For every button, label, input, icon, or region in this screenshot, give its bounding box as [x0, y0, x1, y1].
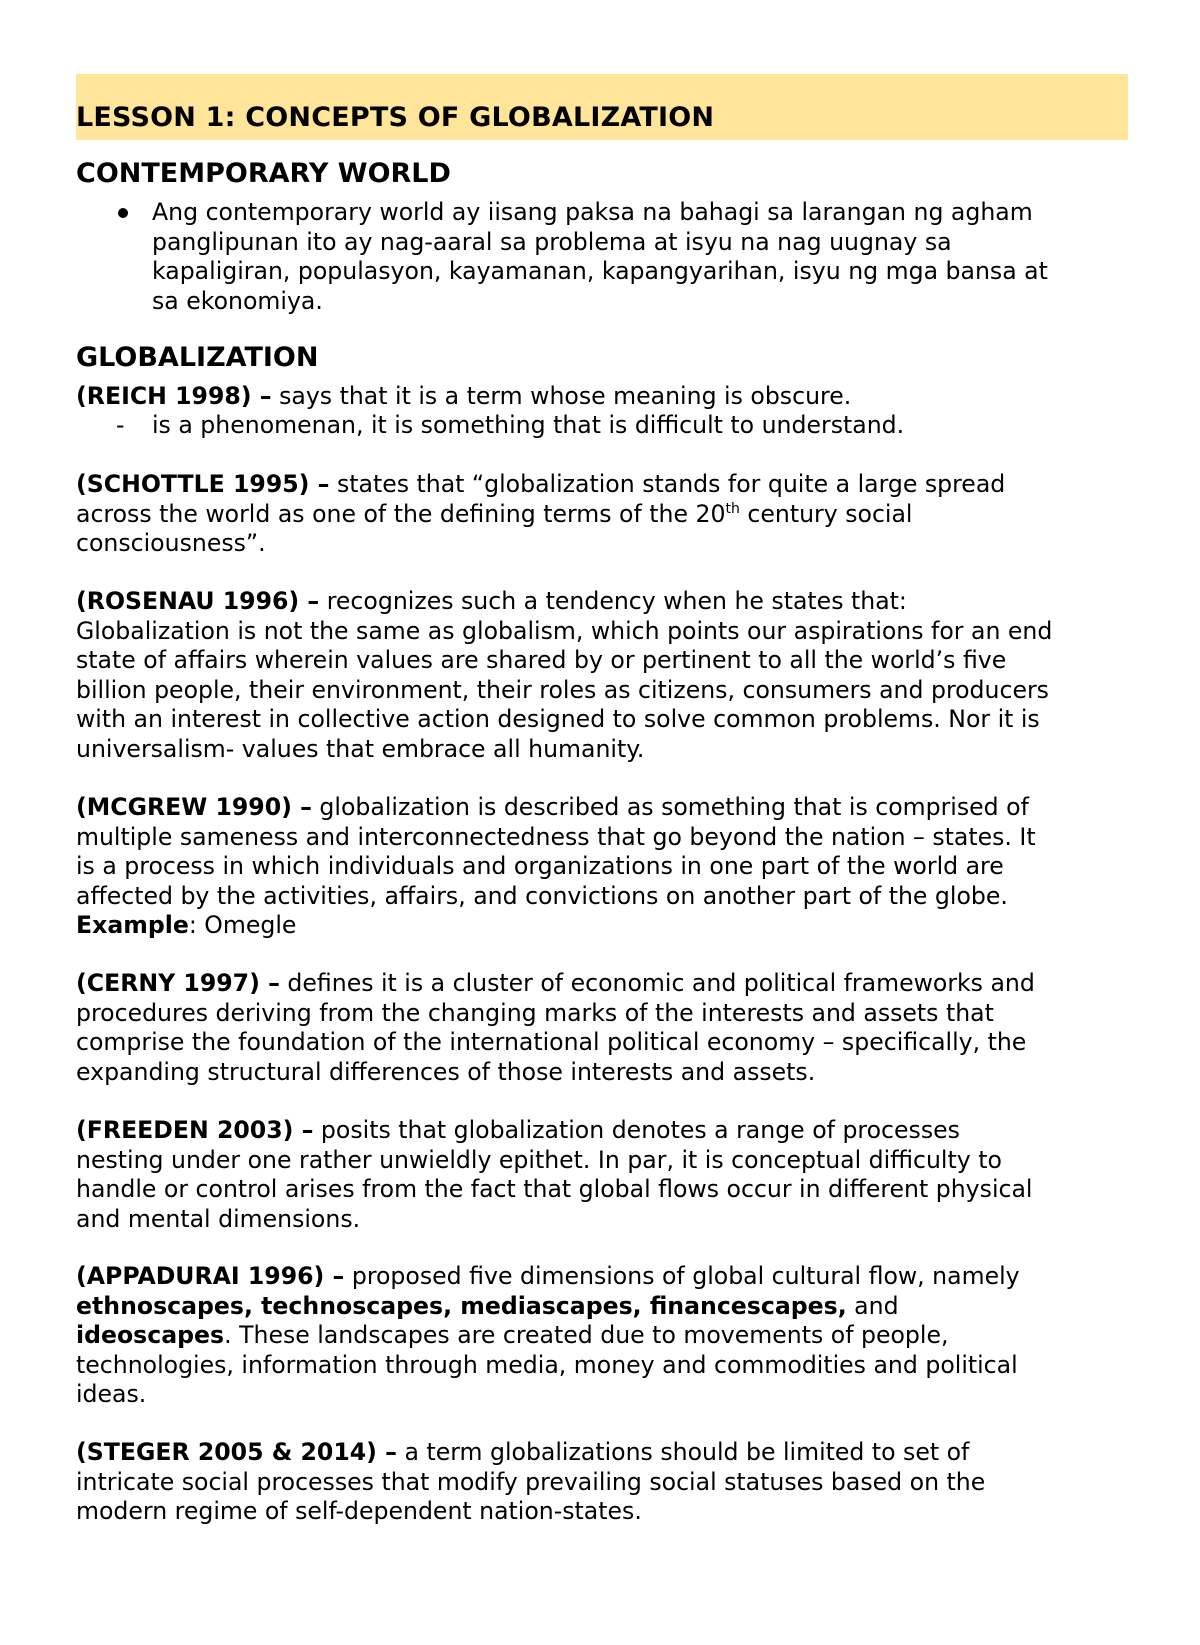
- schottle-text: consciousness”.: [76, 529, 266, 557]
- reich-author: (REICH 1998) –: [76, 382, 272, 410]
- bullet-dot-icon: [118, 208, 128, 218]
- cerny-text: comprise the foundation of the international political economy – specifically, the: [76, 1028, 1027, 1056]
- rosenau-text: universalism- values that embrace all humanity.: [76, 734, 645, 763]
- appadurai-paragraph: [76, 1262, 1136, 1410]
- cerny-text: procedures deriving from the changing marks of the interests and assets that: [76, 998, 994, 1027]
- steger-paragraph: [76, 1438, 1136, 1527]
- example-label: Example: [76, 911, 189, 939]
- appadurai-text: technologies, information through media, money and commodities and political: [76, 1350, 1018, 1379]
- bullet-text: [152, 198, 1048, 316]
- freeden-text: posits that globalization denotes a range of processes: [313, 1116, 960, 1144]
- steger-text: intricate social processes that modify prevailing social statuses based on the: [76, 1467, 986, 1496]
- freeden-author: (FREEDEN 2003) –: [76, 1116, 314, 1144]
- cerny-author: (CERNY 1997) –: [76, 969, 280, 997]
- cerny-paragraph: [76, 969, 1136, 1087]
- superscript: th: [725, 500, 740, 517]
- scapes-terms: ethnoscapes, technoscapes, mediascapes, financescapes,: [76, 1291, 847, 1320]
- appadurai-author: (APPADURAI 1996) –: [76, 1262, 345, 1290]
- rosenau-text: state of affairs wherein values are shared by or pertinent to all the world’s five: [76, 646, 1007, 674]
- steger-text: a term globalizations should be limited to set of: [396, 1438, 970, 1466]
- appadurai-text: and: [846, 1291, 899, 1320]
- appadurai-text: . These landscapes are created due to movements of people,: [224, 1321, 949, 1349]
- schottle-text: states that “globalization stands for quite a large spread: [329, 470, 1006, 498]
- dash-marker: -: [116, 411, 125, 439]
- reich-text: says that it is a term whose meaning is obscure.: [271, 382, 852, 410]
- mcgrew-author: (MCGREW 1990) –: [76, 793, 312, 821]
- mcgrew-text: is a process in which individuals and organizations in one part of the world are: [76, 852, 1004, 880]
- freeden-text: handle or control arises from the fact that global flows occur in different physical: [76, 1175, 1033, 1203]
- bullet-line: panglipunan ito ay nag-aaral sa problema at isyu na nag uugnay sa: [152, 227, 952, 256]
- steger-text: modern regime of self-dependent nation-states.: [76, 1497, 642, 1525]
- ideoscapes-term: ideoscapes: [76, 1321, 225, 1349]
- freeden-text: and mental dimensions.: [76, 1204, 361, 1233]
- reich-sub-text: is a phenomenan, it is something that is difficult to understand.: [152, 411, 905, 439]
- mcgrew-text: multiple sameness and interconnectedness that go beyond the nation – states. It: [76, 822, 1036, 851]
- rosenau-paragraph: [76, 587, 1136, 764]
- rosenau-text: Globalization is not the same as globalism, which points our aspirations for an end: [76, 616, 1053, 645]
- example-text: : Omegle: [188, 911, 297, 939]
- cerny-text: defines it is a cluster of economic and political frameworks and: [279, 969, 1035, 997]
- reich-paragraph: [76, 382, 1136, 412]
- schottle-paragraph: [76, 470, 1136, 559]
- cerny-text: expanding structural differences of those interests and assets.: [76, 1057, 816, 1086]
- appadurai-text: proposed five dimensions of global cultural flow, namely: [344, 1262, 1020, 1290]
- contemporary-world-heading: CONTEMPORARY WORLD: [76, 158, 451, 189]
- rosenau-text: recognizes such a tendency when he states that:: [319, 587, 907, 615]
- bullet-line: sa ekonomiya.: [152, 286, 323, 315]
- freeden-text: nesting under one rather unwieldly epithet. In par, it is conceptual difficulty to: [76, 1145, 1002, 1174]
- bullet-line: Ang contemporary world ay iisang paksa na bahagi sa larangan ng agham: [152, 198, 1033, 226]
- rosenau-text: billion people, their environment, their roles as citizens, consumers and producers: [76, 675, 1049, 704]
- lesson-title: LESSON 1: CONCEPTS OF GLOBALIZATION: [76, 102, 715, 133]
- schottle-author: (SCHOTTLE 1995) –: [76, 470, 330, 498]
- freeden-paragraph: [76, 1116, 1136, 1234]
- mcgrew-text: affected by the activities, affairs, and convictions on another part of the globe.: [76, 881, 1008, 910]
- steger-author: (STEGER 2005 & 2014) –: [76, 1438, 397, 1466]
- mcgrew-text: globalization is described as something that is comprised of: [311, 793, 1029, 821]
- globalization-heading: GLOBALIZATION: [76, 342, 319, 373]
- rosenau-author: (ROSENAU 1996) –: [76, 587, 320, 615]
- bullet-line: kapaligiran, populasyon, kayamanan, kapangyarihan, isyu ng mga bansa at: [152, 257, 1048, 285]
- schottle-text: century social: [739, 499, 913, 528]
- schottle-text: across the world as one of the defining terms of the 20: [76, 499, 726, 528]
- rosenau-text: with an interest in collective action designed to solve common problems. Nor it is: [76, 705, 1040, 733]
- appadurai-text: ideas.: [76, 1380, 147, 1408]
- mcgrew-paragraph: [76, 793, 1136, 941]
